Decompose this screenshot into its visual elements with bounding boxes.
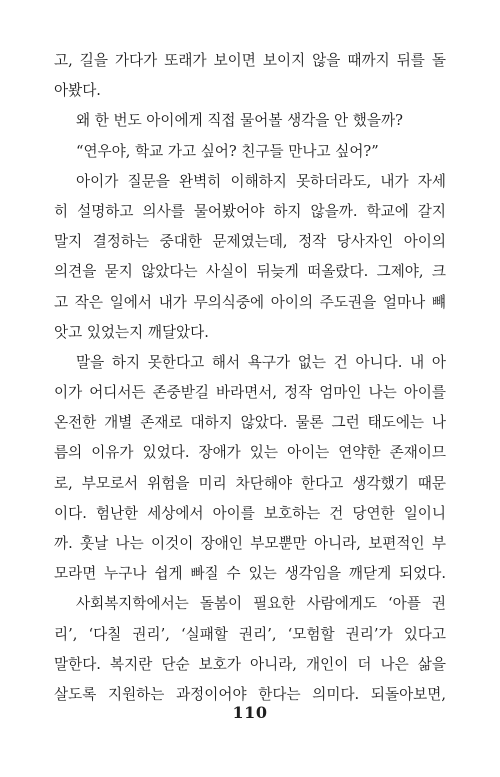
text-line: 히 설명하고 의사를 물어봤어야 하지 않을까. 학교에 갈지 [54, 202, 446, 220]
text-line: 름의 이유가 있었다. 장애가 있는 아이는 연약한 존재이므 [54, 444, 446, 462]
text-line: 모라면 누구나 쉽게 빠질 수 있는 생각임을 깨닫게 되었다. [54, 565, 446, 583]
text-line: 사회복지학에서는 돌봄이 필요한 사람에게도 ‘아플 권 [76, 595, 446, 613]
page-number: 110 [232, 703, 268, 722]
text-line: 말을 하지 못한다고 해서 욕구가 없는 건 아니다. 내 아 [76, 353, 446, 371]
text-line: 아이가 질문을 완벽히 이해하지 못하더라도, 내가 자세 [76, 172, 446, 190]
text-line: 말지 결정하는 중대한 문제였는데, 정작 당사자인 아이의 [54, 233, 446, 251]
text-line: 왜 한 번도 아이에게 직접 물어볼 생각을 안 했을까? [76, 112, 403, 130]
text-line: 고, 길을 가다가 또래가 보이면 보이지 않을 때까지 뒤를 돌 [54, 52, 446, 69]
text-line: 이다. 험난한 세상에서 아이를 보호하는 건 당연한 일이니 [54, 504, 446, 522]
text-line: 온전한 개별 존재로 대하지 않았다. 물론 그런 태도에는 나 [54, 414, 446, 432]
text-line: 의견을 묻지 않았다는 사실이 뒤늦게 떠올랐다. 그제야, 크 [54, 263, 446, 281]
text-line: 살도록 지원하는 과정이어야 한다는 의미다. 되돌아보면, [54, 685, 446, 703]
text-line: 로, 부모로서 위험을 미리 차단해야 한다고 생각했기 때문 [54, 474, 446, 492]
text-line: 고 작은 일에서 내가 무의식중에 아이의 주도권을 얼마나 뺴 [54, 293, 446, 311]
text-line: 리’, ‘다칠 권리’, ‘실패할 권리’, ‘모험할 권리’가 있다고 [54, 625, 446, 643]
dialogue-line: “연우야, 학교 가고 싶어? 친구들 만나고 싶어?” [76, 142, 379, 160]
text-line: 이가 어디서든 존중받길 바라면서, 정작 엄마인 나는 아이를 [54, 384, 446, 402]
text-line: 앗고 있었는지 깨달았다. [54, 323, 209, 341]
text-line: 까. 훗날 나는 이것이 장애인 부모뿐만 아니라, 보편적인 부 [54, 535, 446, 552]
body-text [54, 46, 446, 710]
text-line: 아봤다. [54, 82, 101, 100]
text-line: 말한다. 복지란 단순 보호가 아니라, 개인이 더 나은 삶을 [54, 655, 446, 673]
